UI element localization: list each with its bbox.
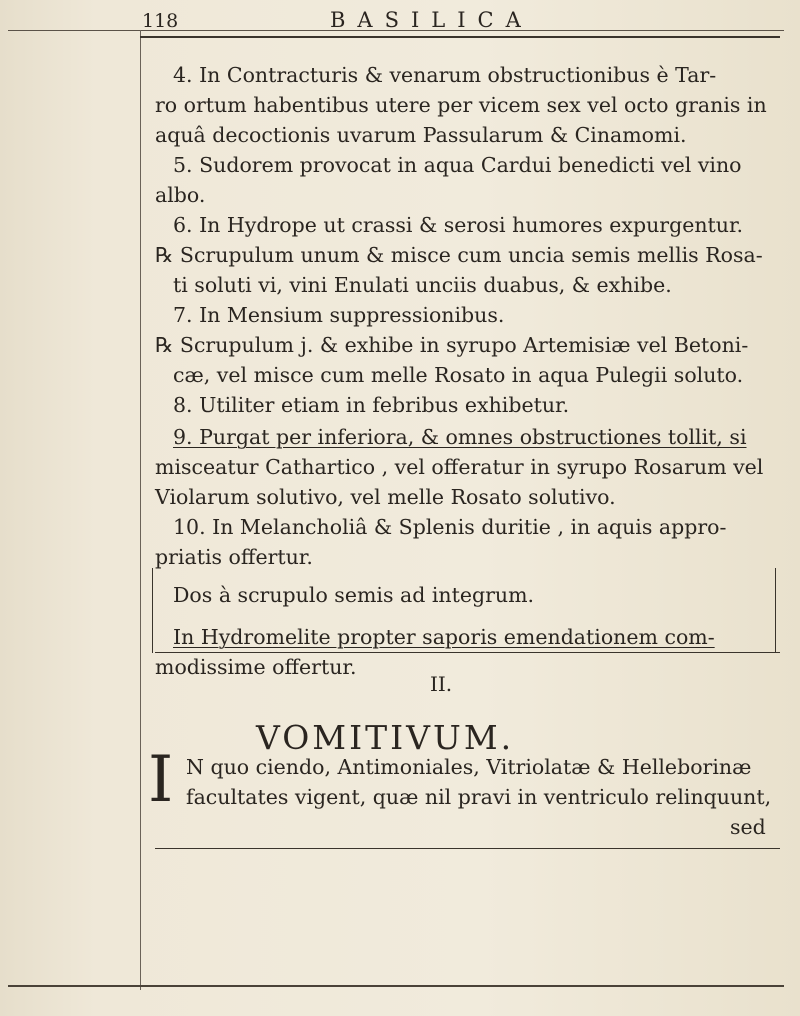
text-line: albo.: [155, 183, 206, 207]
page-number: 118: [142, 10, 179, 32]
text-line: 4. In Contracturis & venarum obstructionibus è Tar-: [173, 63, 717, 87]
text-line: 6. In Hydrope ut crassi & serosi humores expurgentur.: [173, 213, 744, 237]
box-right-rule: [775, 568, 776, 653]
paragraph-6: [155, 210, 775, 300]
text-line: cæ, vel misce cum melle Rosato in aqua Pulegii soluto.: [173, 363, 744, 387]
paragraph-7: [155, 300, 775, 390]
text-line: 8. Utiliter etiam in febribus exhibetur.: [173, 393, 570, 417]
paragraph-4: [155, 60, 775, 150]
section-number: II.: [430, 672, 453, 696]
text-line: 7. In Mensium suppressionibus.: [173, 303, 505, 327]
paragraph-9: [155, 422, 775, 512]
text-line: Violarum solutivo, vel melle Rosato solutivo.: [155, 485, 616, 509]
margin-line: [140, 30, 141, 990]
text-line: aquâ decoctionis uvarum Passularum & Cinamomi.: [155, 123, 687, 147]
bottom-rule: [8, 985, 784, 987]
text-line: priatis offertur.: [155, 545, 313, 569]
running-head: BASILICA: [330, 8, 533, 32]
dose-line: In Hydromelite propter saporis emendationem com-: [173, 625, 715, 649]
text-line: ro ortum habentibus utere per vicem sex vel octo granis in: [155, 93, 767, 117]
text-line: 9. Purgat per inferiora, & omnes obstructiones tollit, si: [173, 425, 747, 449]
text-line: ℞ Scrupulum unum & misce cum uncia semis mellis Rosa-: [155, 243, 763, 267]
text-line: facultates vigent, quæ nil pravi in ventriculo relinquunt,: [186, 785, 772, 809]
text-line: ℞ Scrupulum j. & exhibe in syrupo Artemisiæ vel Betoni-: [155, 333, 749, 357]
text-bottom-rule: [155, 848, 780, 849]
drop-cap: I: [148, 743, 174, 817]
dose-line: modissime offertur.: [155, 655, 357, 679]
text-line: 10. In Melancholiâ & Splenis duritie , in aquis appro-: [173, 515, 727, 539]
section-title: VOMITIVUM.: [256, 718, 515, 757]
text-line: 5. Sudorem provocat in aqua Cardui benedicti vel vino: [173, 153, 742, 177]
box-left-rule: [152, 568, 153, 653]
paragraph-8: [155, 390, 775, 420]
text-line: ti soluti vi, vini Enulati unciis duabus, & exhibe.: [173, 273, 672, 297]
dose-line: Dos à scrupulo semis ad integrum.: [173, 583, 535, 607]
header-rule: [140, 36, 780, 38]
catchword: sed: [730, 815, 766, 839]
paragraph-5: [155, 150, 775, 210]
section-paragraph: [186, 752, 776, 812]
dose-box: [155, 580, 775, 682]
text-line: misceatur Cathartico , vel offeratur in syrupo Rosarum vel: [155, 455, 764, 479]
box-bottom-rule: [155, 652, 780, 653]
paragraph-10: [155, 512, 775, 572]
text-line: N quo ciendo, Antimoniales, Vitriolatæ & Helleborinæ: [186, 755, 752, 779]
